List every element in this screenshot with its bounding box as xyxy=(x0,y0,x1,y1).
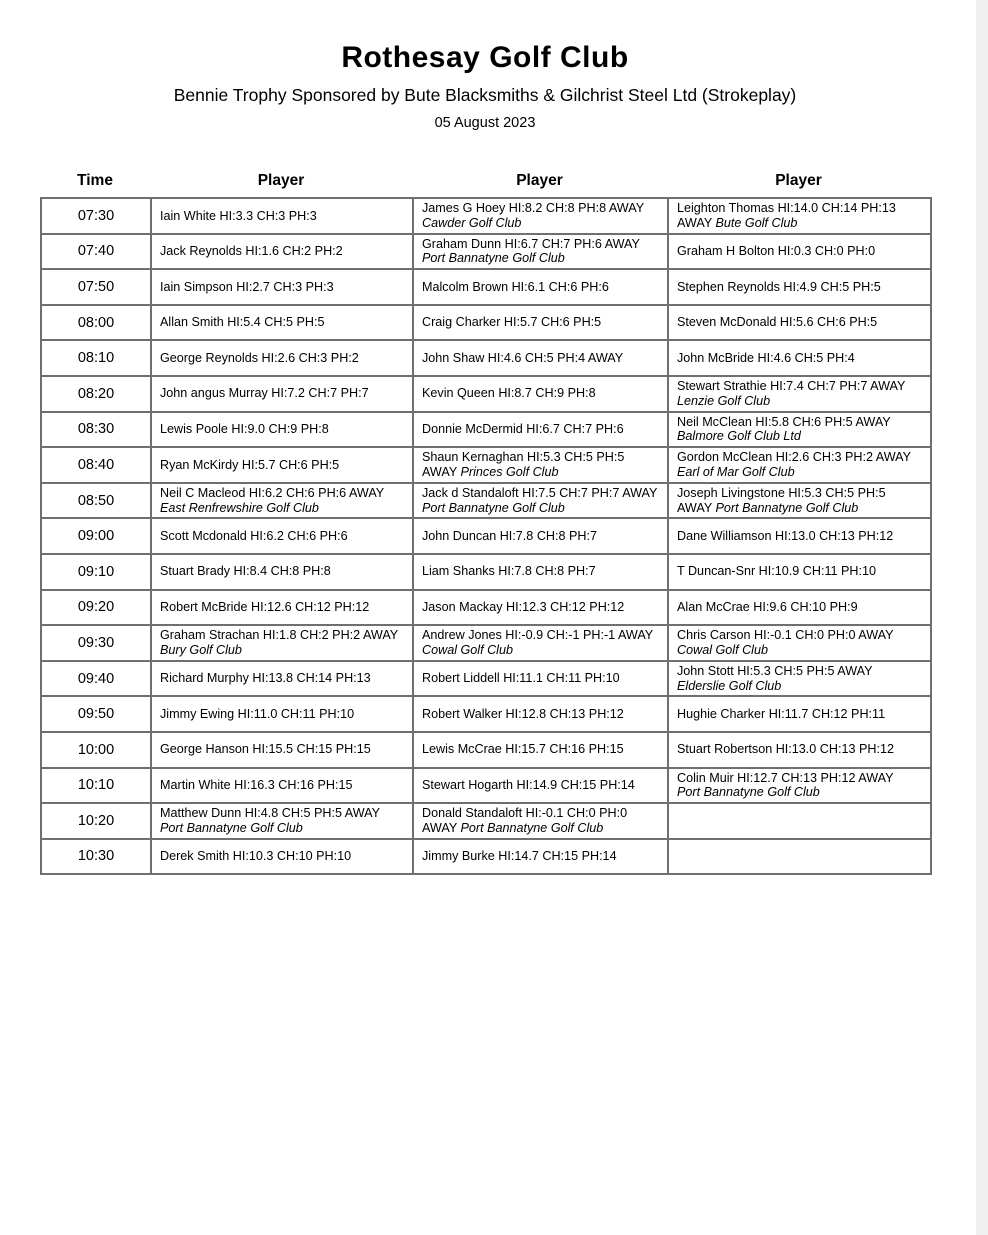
player-cell xyxy=(151,839,413,875)
player-entry: Stuart Robertson HI:13.0 CH:13 PH:12 xyxy=(677,742,895,757)
player-club-line xyxy=(677,643,926,658)
player-cell xyxy=(151,590,413,626)
player-entry: Colin Muir HI:12.7 CH:13 PH:12 AWAY xyxy=(677,770,894,785)
column-header-player-3: Player xyxy=(775,172,822,189)
event-date: 05 August 2023 xyxy=(434,115,536,131)
player-cell xyxy=(668,696,931,732)
player-entry: George Reynolds HI:2.6 CH:3 PH:2 xyxy=(160,350,359,365)
club-name: Port Bannatyne Golf Club xyxy=(422,251,565,266)
player-cell xyxy=(151,661,413,697)
page-title: Rothesay Golf Club xyxy=(341,41,629,74)
time-cell: 08:00 xyxy=(41,305,151,341)
club-name: Cowal Golf Club xyxy=(422,642,513,657)
player-cell xyxy=(151,625,413,661)
player-cell xyxy=(151,732,413,768)
table-row xyxy=(41,305,931,341)
player-entry: Richard Murphy HI:13.8 CH:14 PH:13 xyxy=(160,671,371,686)
player-cell xyxy=(413,376,668,412)
player-entry: Hughie Charker HI:11.7 CH:12 PH:11 xyxy=(677,706,886,721)
player-entry: T Duncan-Snr HI:10.9 CH:11 PH:10 xyxy=(677,564,877,579)
table-row xyxy=(41,518,931,554)
player-cell xyxy=(151,768,413,804)
player-entry: Robert McBride HI:12.6 CH:12 PH:12 xyxy=(160,600,370,615)
table-row xyxy=(41,376,931,412)
club-name: Bute Golf Club xyxy=(715,215,798,230)
player-cell xyxy=(668,340,931,376)
player-entry: Stewart Hogarth HI:14.9 CH:15 PH:14 xyxy=(422,778,635,792)
player-entry: Jason Mackay HI:12.3 CH:12 PH:12 xyxy=(422,600,625,615)
player-cell xyxy=(413,483,668,519)
player-entry: Jimmy Burke HI:14.7 CH:15 PH:14 xyxy=(422,849,617,864)
player-cell xyxy=(151,198,413,234)
player-cell xyxy=(668,412,931,448)
page-content xyxy=(40,0,930,875)
table-row xyxy=(41,768,931,804)
time-cell: 10:10 xyxy=(41,768,151,804)
player-club-line xyxy=(677,785,926,800)
column-header-player-2: Player xyxy=(516,172,563,189)
player-cell xyxy=(151,803,413,839)
player-entry: Shaun Kernaghan HI:5.3 CH:5 PH:5 xyxy=(422,450,625,465)
column-header-player-1: Player xyxy=(257,172,305,189)
player-club-line xyxy=(160,643,408,658)
table-row xyxy=(41,412,931,448)
player-cell xyxy=(413,518,668,554)
player-cell xyxy=(151,376,413,412)
player-entry: Allan Smith HI:5.4 CH:5 PH:5 xyxy=(160,315,325,330)
time-cell: 08:30 xyxy=(41,412,151,448)
player-entry: Donnie McDermid HI:6.7 CH:7 PH:6 xyxy=(422,422,624,437)
player-entry: Graham Strachan HI:1.8 CH:2 PH:2 AWAY xyxy=(160,628,399,643)
player-cell xyxy=(668,305,931,341)
time-cell: 10:00 xyxy=(41,732,151,768)
time-cell: 08:20 xyxy=(41,376,151,412)
player-entry: Graham H Bolton HI:0.3 CH:0 PH:0 xyxy=(677,244,876,259)
player-cell xyxy=(151,447,413,483)
player-entry: Scott Mcdonald HI:6.2 CH:6 PH:6 xyxy=(160,528,348,543)
player-entry: Stephen Reynolds HI:4.9 CH:5 PH:5 xyxy=(677,279,881,294)
time-cell: 09:10 xyxy=(41,554,151,590)
table-row xyxy=(41,483,931,519)
player-cell xyxy=(151,234,413,270)
player-club-line xyxy=(160,501,408,516)
player-cell xyxy=(668,447,931,483)
player-cell xyxy=(668,732,931,768)
table-row xyxy=(41,554,931,590)
player-club-line xyxy=(677,501,926,516)
player-cell xyxy=(151,269,413,305)
player-club-line xyxy=(160,821,408,836)
club-name: Cawder Golf Club xyxy=(422,215,522,230)
player-cell xyxy=(413,768,668,804)
player-club-line xyxy=(677,679,926,694)
player-entry: Malcolm Brown HI:6.1 CH:6 PH:6 xyxy=(422,279,609,294)
player-entry: John Duncan HI:7.8 CH:8 PH:7 xyxy=(422,528,598,543)
player-cell xyxy=(413,696,668,732)
table-column-headers xyxy=(40,172,930,190)
player-entry: Donald Standaloft HI:-0.1 CH:0 PH:0 xyxy=(422,806,628,821)
player-cell xyxy=(668,198,931,234)
player-club-line xyxy=(422,821,663,836)
player-entry: Neil McClean HI:5.8 CH:6 PH:5 AWAY xyxy=(677,414,891,429)
player-cell xyxy=(413,412,668,448)
time-cell: 09:20 xyxy=(41,590,151,626)
player-entry: Liam Shanks HI:7.8 CH:8 PH:7 xyxy=(422,564,596,579)
table-row xyxy=(41,590,931,626)
player-cell xyxy=(151,340,413,376)
club-name: Port Bannatyne Golf Club xyxy=(460,820,604,835)
column-header-time: Time xyxy=(77,172,113,189)
time-cell: 07:40 xyxy=(41,234,151,270)
player-cell xyxy=(668,768,931,804)
club-name: Earl of Mar Golf Club xyxy=(677,464,795,479)
player-entry: Lewis Poole HI:9.0 CH:9 PH:8 xyxy=(160,422,329,437)
player-cell xyxy=(413,732,668,768)
player-entry: Martin White HI:16.3 CH:16 PH:15 xyxy=(160,778,353,792)
club-name: Lenzie Golf Club xyxy=(677,393,771,408)
table-row xyxy=(41,625,931,661)
player-cell xyxy=(668,376,931,412)
time-cell: 09:30 xyxy=(41,625,151,661)
player-cell xyxy=(668,590,931,626)
player-entry: Jack Reynolds HI:1.6 CH:2 PH:2 xyxy=(160,244,343,259)
player-entry: Jack d Standaloft HI:7.5 CH:7 PH:7 AWAY xyxy=(422,485,658,500)
player-entry: Kevin Queen HI:8.7 CH:9 PH:8 xyxy=(422,386,596,401)
player-entry: John Shaw HI:4.6 CH:5 PH:4 AWAY xyxy=(422,350,624,365)
player-entry: Andrew Jones HI:-0.9 CH:-1 PH:-1 AWAY xyxy=(422,628,654,643)
tee-time-table xyxy=(40,197,932,875)
player-cell xyxy=(668,234,931,270)
player-club-line xyxy=(422,216,663,231)
table-row xyxy=(41,839,931,875)
scrollbar-track[interactable] xyxy=(976,0,988,1235)
table-row xyxy=(41,732,931,768)
player-entry: Stuart Brady HI:8.4 CH:8 PH:8 xyxy=(160,564,331,579)
table-row xyxy=(41,447,931,483)
table-row xyxy=(41,269,931,305)
club-name: Bury Golf Club xyxy=(160,642,242,657)
player-club-line xyxy=(677,394,926,409)
player-cell xyxy=(668,661,931,697)
player-club-line xyxy=(422,643,663,658)
player-club-line xyxy=(422,465,663,480)
player-cell xyxy=(668,625,931,661)
player-cell xyxy=(413,803,668,839)
player-cell xyxy=(413,661,668,697)
time-cell: 08:10 xyxy=(41,340,151,376)
player-entry: John McBride HI:4.6 CH:5 PH:4 xyxy=(677,350,855,365)
player-entry: Leighton Thomas HI:14.0 CH:14 PH:13 xyxy=(677,201,896,216)
player-club-line xyxy=(677,429,926,444)
player-cell xyxy=(413,554,668,590)
player-club-line xyxy=(422,501,663,516)
player-cell xyxy=(668,839,931,875)
away-label: AWAY xyxy=(677,215,716,230)
player-cell xyxy=(413,625,668,661)
player-entry: Joseph Livingstone HI:5.3 CH:5 PH:5 xyxy=(677,485,886,500)
player-cell xyxy=(413,305,668,341)
player-cell xyxy=(413,269,668,305)
club-name: Port Bannatyne Golf Club xyxy=(715,500,859,515)
time-cell: 09:40 xyxy=(41,661,151,697)
club-name: Port Bannatyne Golf Club xyxy=(422,500,565,515)
page-subtitle: Bennie Trophy Sponsored by Bute Blacksmiths & Gilchrist Steel Ltd (Strokeplay) xyxy=(173,85,797,105)
player-cell xyxy=(151,554,413,590)
table-row xyxy=(41,340,931,376)
player-cell xyxy=(151,518,413,554)
player-cell xyxy=(668,803,931,839)
time-cell: 09:50 xyxy=(41,696,151,732)
player-club-line xyxy=(677,465,926,480)
club-name: Port Bannatyne Golf Club xyxy=(160,820,303,835)
club-name: Princes Golf Club xyxy=(460,464,559,479)
player-cell xyxy=(668,269,931,305)
table-row xyxy=(41,661,931,697)
player-cell xyxy=(413,198,668,234)
away-label: AWAY xyxy=(422,820,461,835)
time-cell: 08:40 xyxy=(41,447,151,483)
away-label: AWAY xyxy=(677,500,716,515)
player-entry: Lewis McCrae HI:15.7 CH:16 PH:15 xyxy=(422,742,624,757)
player-cell xyxy=(668,518,931,554)
player-entry: George Hanson HI:15.5 CH:15 PH:15 xyxy=(160,742,371,757)
table-row xyxy=(41,696,931,732)
player-cell xyxy=(151,483,413,519)
player-club-line xyxy=(677,216,926,231)
player-cell xyxy=(668,554,931,590)
time-cell: 10:30 xyxy=(41,839,151,875)
player-entry: Gordon McClean HI:2.6 CH:3 PH:2 AWAY xyxy=(677,450,912,465)
player-cell xyxy=(413,234,668,270)
away-label: AWAY xyxy=(422,464,461,479)
player-entry: Iain White HI:3.3 CH:3 PH:3 xyxy=(160,208,317,223)
player-entry: Jimmy Ewing HI:11.0 CH:11 PH:10 xyxy=(160,706,355,721)
player-entry: Dane Williamson HI:13.0 CH:13 PH:12 xyxy=(677,528,894,543)
player-cell xyxy=(151,696,413,732)
player-entry: Alan McCrae HI:9.6 CH:10 PH:9 xyxy=(677,600,858,615)
player-entry: Craig Charker HI:5.7 CH:6 PH:5 xyxy=(422,315,602,330)
player-entry: Neil C Macleod HI:6.2 CH:6 PH:6 AWAY xyxy=(160,485,385,500)
player-entry: Iain Simpson HI:2.7 CH:3 PH:3 xyxy=(160,279,334,294)
time-cell: 10:20 xyxy=(41,803,151,839)
player-cell xyxy=(413,590,668,626)
player-cell xyxy=(413,447,668,483)
player-entry: Ryan McKirdy HI:5.7 CH:6 PH:5 xyxy=(160,457,340,472)
table-row xyxy=(41,234,931,270)
club-name: Port Bannatyne Golf Club xyxy=(677,785,820,800)
player-entry: Robert Walker HI:12.8 CH:13 PH:12 xyxy=(422,706,624,721)
player-cell xyxy=(413,839,668,875)
club-name: East Renfrewshire Golf Club xyxy=(160,500,319,515)
table-row xyxy=(41,198,931,234)
club-name: Cowal Golf Club xyxy=(677,642,768,657)
tee-table-body xyxy=(41,198,931,874)
time-cell: 09:00 xyxy=(41,518,151,554)
time-cell: 07:50 xyxy=(41,269,151,305)
player-entry: John angus Murray HI:7.2 CH:7 PH:7 xyxy=(160,386,369,401)
player-entry: Matthew Dunn HI:4.8 CH:5 PH:5 AWAY xyxy=(160,806,381,821)
player-cell xyxy=(151,412,413,448)
player-cell xyxy=(151,305,413,341)
table-row xyxy=(41,803,931,839)
player-entry: Graham Dunn HI:6.7 CH:7 PH:6 AWAY xyxy=(422,236,640,251)
player-cell xyxy=(668,483,931,519)
player-cell xyxy=(413,340,668,376)
time-cell: 08:50 xyxy=(41,483,151,519)
club-name: Balmore Golf Club Ltd xyxy=(677,429,801,444)
player-entry: James G Hoey HI:8.2 CH:8 PH:8 AWAY xyxy=(422,201,645,216)
club-name: Elderslie Golf Club xyxy=(677,678,782,693)
time-cell: 07:30 xyxy=(41,198,151,234)
player-entry: Derek Smith HI:10.3 CH:10 PH:10 xyxy=(160,849,352,864)
player-entry: John Stott HI:5.3 CH:5 PH:5 AWAY xyxy=(677,663,873,678)
player-entry: Chris Carson HI:-0.1 CH:0 PH:0 AWAY xyxy=(677,628,894,643)
player-entry: Robert Liddell HI:11.1 CH:11 PH:10 xyxy=(422,671,620,686)
player-entry: Stewart Strathie HI:7.4 CH:7 PH:7 AWAY xyxy=(677,379,906,394)
player-entry: Steven McDonald HI:5.6 CH:6 PH:5 xyxy=(677,315,878,330)
player-club-line xyxy=(422,251,663,266)
